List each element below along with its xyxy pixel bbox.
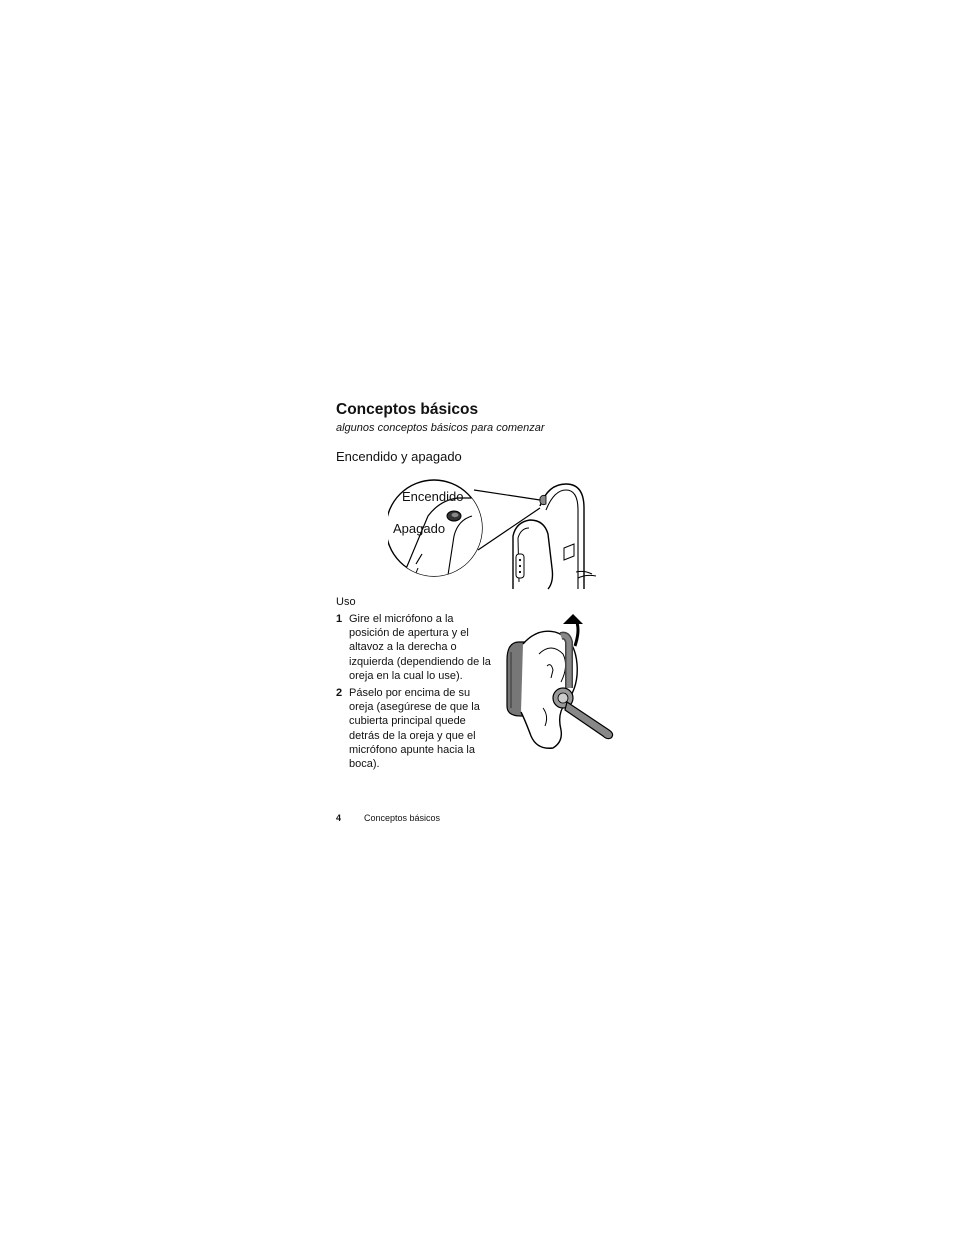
- page-number: 4: [336, 813, 342, 823]
- label-off: Apagado: [393, 521, 446, 536]
- usage-steps: [336, 612, 494, 774]
- step-text: Gire el micrófono a la posición de apertura y el altavoz a la derecha o izquierda (dependiendo de la oreja en la cual lo use).: [349, 613, 491, 682]
- step-number: 1: [336, 613, 343, 625]
- page-subtitle: algunos conceptos básicos para comenzar: [336, 422, 545, 434]
- step-number: 2: [336, 687, 343, 700]
- list-item: [336, 612, 494, 683]
- page-title: Conceptos básicos: [336, 401, 479, 418]
- footer-section-title: Conceptos básicos: [364, 813, 441, 823]
- usage-label: Uso: [336, 596, 356, 608]
- label-on: Encendido: [402, 489, 464, 504]
- section-heading: Encendido y apagado: [336, 449, 462, 464]
- step-text: Páselo por encima de su oreja (asegúrese de que la cubierta principal quede detrás de la oreja y que el micrófono apunte hacia la boca).: [349, 687, 480, 771]
- headset-wearing-illustration: [503, 612, 621, 750]
- power-switch-illustration: [388, 478, 614, 592]
- page-footer: [336, 813, 441, 823]
- list-item: [336, 686, 494, 771]
